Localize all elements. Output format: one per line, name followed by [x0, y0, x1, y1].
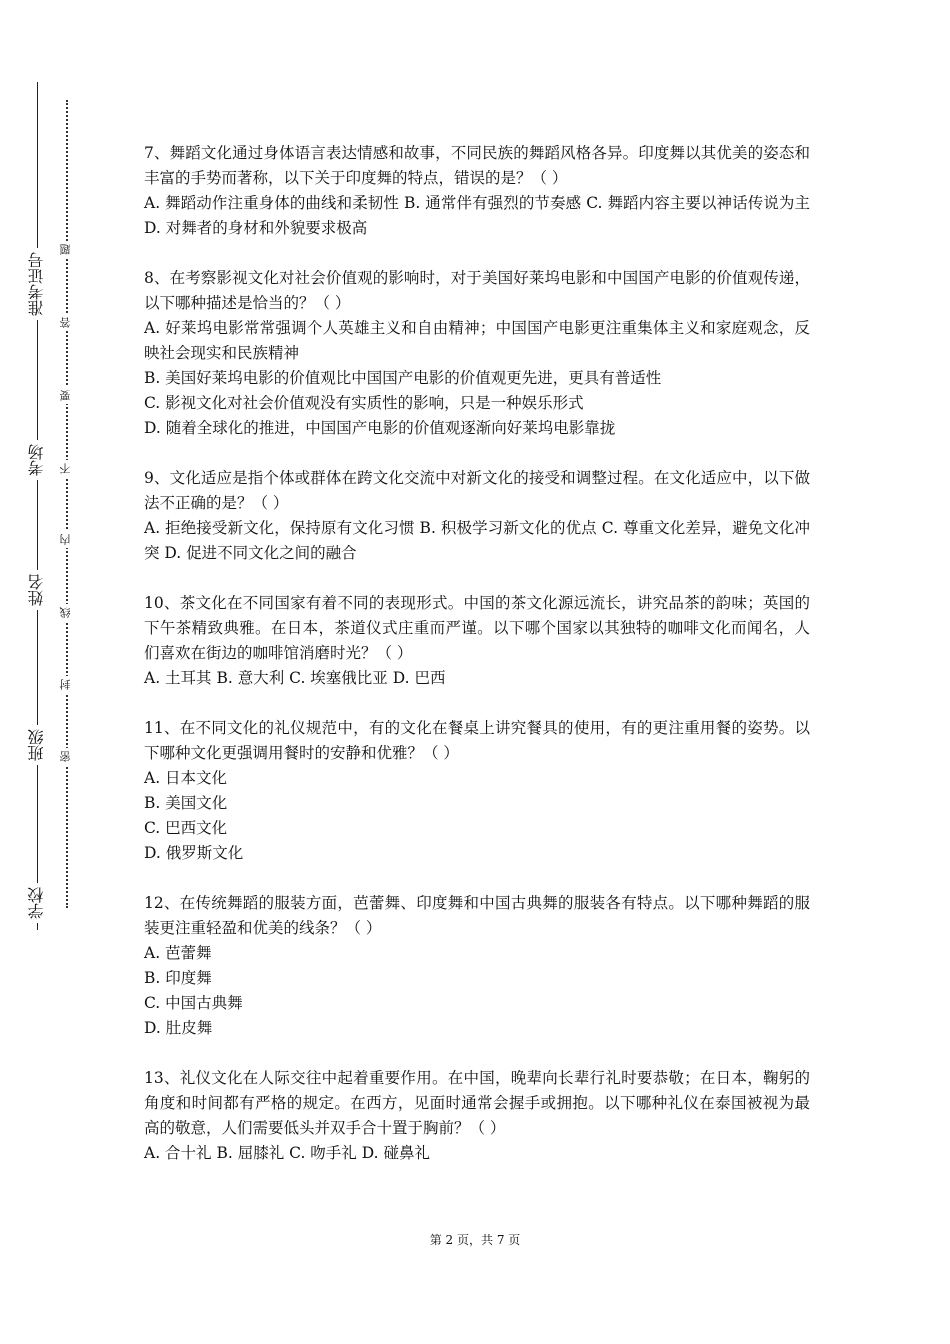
question-options: A. 合十礼 B. 屈膝礼 C. 吻手礼 D. 碰鼻礼	[144, 1144, 430, 1162]
option-a: A. 日本文化	[144, 769, 228, 787]
binding-dotted-line	[66, 100, 68, 908]
question-options: A. 舞蹈动作注重身体的曲线和柔韧性 B. 通常伴有强烈的节奏感 C. 舞蹈内容主要以神话传说为主 D. 对舞者的身材和外貌要求极高	[144, 194, 810, 237]
option-c: C. 影视文化对社会价值观没有实质性的影响，只是一种娱乐形式	[144, 394, 584, 412]
question-12	[144, 891, 810, 1041]
exam-number-label: 准考证号	[22, 248, 52, 320]
option-a: A. 芭蕾舞	[144, 944, 212, 962]
seal-word: 题	[59, 241, 73, 258]
question-list	[144, 141, 810, 1191]
question-options: A. 拒绝接受新文化，保持原有文化习惯 B. 积极学习新文化的优点 C. 尊重文化差异，避免文化冲突 D. 促进不同文化之间的融合	[144, 519, 810, 562]
question-stem: 8、在考察影视文化对社会价值观的影响时，对于美国好莱坞电影和中国国产电影的价值观传递，以下哪种描述是恰当的？（ ）	[144, 269, 810, 312]
seal-word: 密	[59, 748, 73, 765]
option-a: A. 好莱坞电影常常强调个人英雄主义和自由精神；中国国产电影更注重集体主义和家庭观念，反映社会现实和民族精神	[144, 319, 810, 362]
question-options: A. 土耳其 B. 意大利 C. 埃塞俄比亚 D. 巴西	[144, 669, 446, 687]
question-9	[144, 466, 810, 566]
seal-word: 答	[59, 314, 73, 331]
class-label: 班级	[22, 725, 52, 765]
question-7	[144, 141, 810, 241]
question-10	[144, 591, 810, 691]
option-d: D. 肚皮舞	[144, 1019, 213, 1037]
name-label: 姓名	[22, 570, 52, 610]
question-stem: 10、茶文化在不同国家有着不同的表现形式。中国的茶文化源远流长，讲究品茶的韵味；英国的下午茶精致典雅。在日本，茶道仪式庄重而严谨。以下哪个国家以其独特的咖啡文化而闻名，人们喜欢在街边的咖啡馆消磨时光？（ ）	[144, 594, 810, 662]
school-label: 学校	[22, 883, 52, 923]
seal-word: 要	[59, 387, 73, 404]
seal-word: 内	[59, 531, 73, 548]
question-stem: 11、在不同文化的礼仪规范中，有的文化在餐桌上讲究餐具的使用，有的更注重用餐的姿势。以下哪种文化更强调用餐时的安静和优雅？（ ）	[144, 719, 810, 762]
page-footer: 第 2 页，共 7 页	[429, 1233, 521, 1247]
option-c: C. 巴西文化	[144, 819, 228, 837]
exam-room-label: 考场	[22, 440, 52, 480]
question-13	[144, 1066, 810, 1166]
option-b: B. 美国文化	[144, 794, 228, 812]
seal-word: 封	[59, 676, 73, 693]
question-stem: 7、舞蹈文化通过身体语言表达情感和故事，不同民族的舞蹈风格各异。印度舞以其优美的姿态和丰富的手势而著称，以下关于印度舞的特点，错误的是？（ ）	[144, 144, 810, 187]
seal-word: 线	[59, 604, 73, 621]
seal-word: 不	[59, 460, 73, 477]
option-d: D. 随着全球化的推进，中国国产电影的价值观逐渐向好莱坞电影靠拢	[144, 419, 616, 437]
question-stem: 9、文化适应是指个体或群体在跨文化交流中对新文化的接受和调整过程。在文化适应中，以下做法不正确的是？（ ）	[144, 469, 810, 512]
question-stem: 13、礼仪文化在人际交往中起着重要作用。在中国，晚辈向长辈行礼时要恭敬；在日本，鞠躬的角度和时间都有严格的规定。在西方，见面时通常会握手或拥抱。以下哪种礼仪在泰国被视为最高的敬意，人们需要低头并双手合十置于胸前？（ ）	[144, 1069, 810, 1137]
option-d: D. 俄罗斯文化	[144, 844, 244, 862]
option-c: C. 中国古典舞	[144, 994, 243, 1012]
option-b: B. 印度舞	[144, 969, 212, 987]
question-stem: 12、在传统舞蹈的服装方面，芭蕾舞、印度舞和中国古典舞的服装各有特点。以下哪种舞蹈的服装更注重轻盈和优美的线条？（ ）	[144, 894, 810, 937]
question-11	[144, 716, 810, 866]
question-8	[144, 266, 810, 441]
option-b: B. 美国好莱坞电影的价值观比中国国产电影的价值观更先进，更具有普适性	[144, 369, 662, 387]
binding-solid-line	[37, 82, 38, 930]
